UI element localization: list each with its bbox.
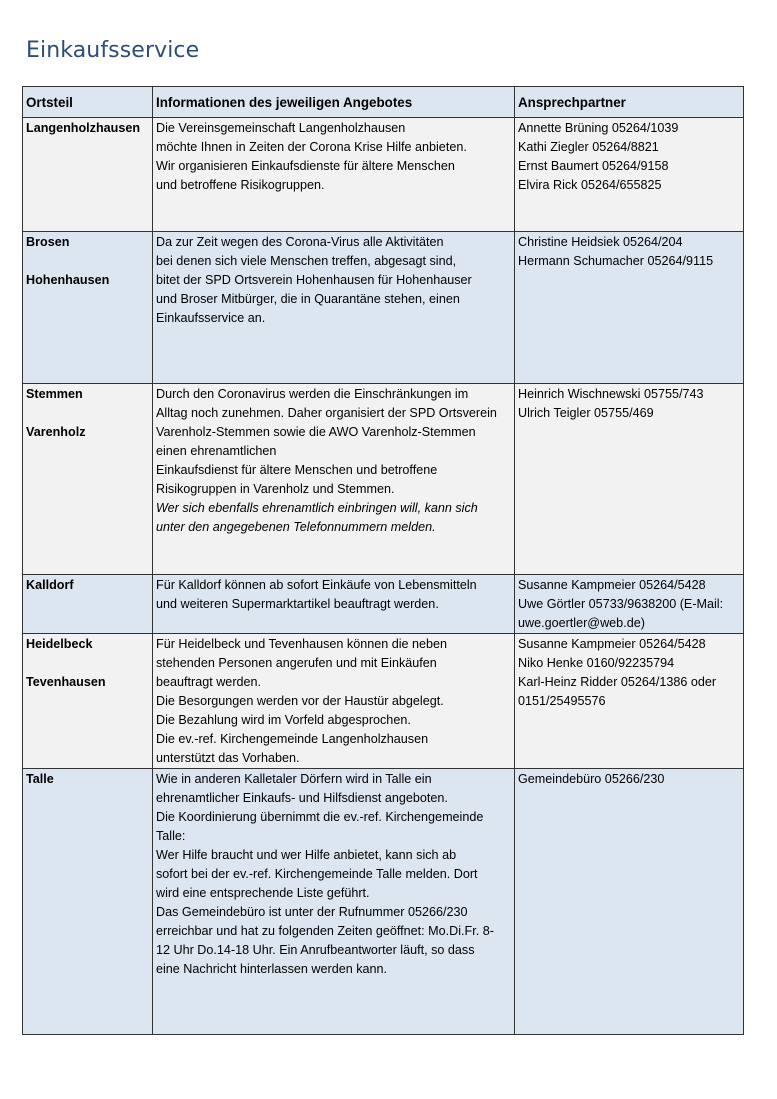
info-line: erreichbar und hat zu folgenden Zeiten geöffnet: Mo.Di.Fr. 8- xyxy=(156,924,494,938)
contact-line: Gemeindebüro 05266/230 xyxy=(518,772,665,786)
header-informationen: Informationen des jeweiligen Angebotes xyxy=(153,87,515,118)
info-line: Einkaufsdienst für ältere Menschen und betroffene xyxy=(156,463,438,477)
info-line: Durch den Coronavirus werden die Einschränkungen im xyxy=(156,387,469,401)
info-line: Die Vereinsgemeinschaft Langenholzhausen xyxy=(156,121,406,135)
info-cell xyxy=(153,232,515,384)
ortsteil-name: Brosen xyxy=(26,235,70,249)
info-line: einen ehrenamtlichen xyxy=(156,444,277,458)
info-line: sofort bei der ev.-ref. Kirchengemeinde Talle melden. Dort xyxy=(156,867,478,881)
info-line: bitet der SPD Ortsverein Hohenhausen für Hohenhauser xyxy=(156,273,472,287)
info-line: bei denen sich viele Menschen treffen, abgesagt sind, xyxy=(156,254,457,268)
info-line: Talle: xyxy=(156,829,186,843)
header-ansprechpartner: Ansprechpartner xyxy=(515,87,744,118)
contacts-cell xyxy=(515,575,744,634)
contacts-cell xyxy=(515,634,744,769)
ortsteil-cell xyxy=(23,384,153,575)
contact-line: Susanne Kampmeier 05264/5428 xyxy=(518,578,706,592)
info-line: Varenholz-Stemmen sowie die AWO Varenholz-Stemmen xyxy=(156,425,476,439)
info-line-italic: Wer sich ebenfalls ehrenamtlich einbringen will, kann sich xyxy=(156,501,478,515)
table-header-row xyxy=(23,87,744,118)
info-line: und Broser Mitbürger, die in Quarantäne stehen, einen xyxy=(156,292,460,306)
contact-line: Annette Brüning 05264/1039 xyxy=(518,121,679,135)
contact-line: Kathi Ziegler 05264/8821 xyxy=(518,140,659,154)
info-line: Alltag noch zunehmen. Daher organisiert der SPD Ortsverein xyxy=(156,406,497,420)
info-line: möchte Ihnen in Zeiten der Corona Krise Hilfe anbieten. xyxy=(156,140,467,154)
contact-line: Karl-Heinz Ridder 05264/1386 oder xyxy=(518,675,717,689)
contacts-cell xyxy=(515,384,744,575)
contact-line: 0151/25495576 xyxy=(518,694,606,708)
info-line: Wie in anderen Kalletaler Dörfern wird in Talle ein xyxy=(156,772,432,786)
contact-line: Ernst Baumert 05264/9158 xyxy=(518,159,669,173)
info-line: beauftragt werden. xyxy=(156,675,262,689)
info-line: Die Koordinierung übernimmt die ev.-ref. Kirchengemeinde xyxy=(156,810,484,824)
info-line: eine Nachricht hinterlassen werden kann. xyxy=(156,962,388,976)
info-cell xyxy=(153,634,515,769)
table-row xyxy=(23,118,744,232)
info-line: Da zur Zeit wegen des Corona-Virus alle Aktivitäten xyxy=(156,235,444,249)
ortsteil-name: Stemmen xyxy=(26,387,83,401)
table-row xyxy=(23,575,744,634)
contact-line: Heinrich Wischnewski 05755/743 xyxy=(518,387,704,401)
info-line: Für Heidelbeck und Tevenhausen können die neben xyxy=(156,637,448,651)
contacts-cell xyxy=(515,769,744,1035)
info-line: Die ev.-ref. Kirchengemeinde Langenholzhausen xyxy=(156,732,429,746)
info-line: wird eine entsprechende Liste geführt. xyxy=(156,886,370,900)
ortsteil-name: Heidelbeck xyxy=(26,637,93,651)
info-line: ehrenamtlicher Einkaufs- und Hilfsdienst angeboten. xyxy=(156,791,448,805)
info-line: und weiteren Supermarktartikel beauftragt werden. xyxy=(156,597,439,611)
table-row xyxy=(23,384,744,575)
contacts-cell xyxy=(515,232,744,384)
contact-line: Uwe Görtler 05733/9638200 (E-Mail: xyxy=(518,597,724,611)
ortsteil-cell xyxy=(23,118,153,232)
ortsteil-name: Kalldorf xyxy=(26,578,74,592)
info-line: Die Bezahlung wird im Vorfeld abgesprochen. xyxy=(156,713,411,727)
info-line: Risikogruppen in Varenholz und Stemmen. xyxy=(156,482,395,496)
ortsteil-cell xyxy=(23,769,153,1035)
info-line: stehenden Personen angerufen und mit Einkäufen xyxy=(156,656,437,670)
info-line: und betroffene Risikogruppen. xyxy=(156,178,325,192)
info-line: Für Kalldorf können ab sofort Einkäufe von Lebensmitteln xyxy=(156,578,477,592)
info-line: Wir organisieren Einkaufsdienste für ältere Menschen xyxy=(156,159,455,173)
header-ortsteil: Ortsteil xyxy=(23,87,153,118)
info-cell xyxy=(153,769,515,1035)
ortsteil-name: Langenholzhausen xyxy=(26,121,141,135)
info-line: Die Besorgungen werden vor der Haustür abgelegt. xyxy=(156,694,444,708)
ortsteil-cell xyxy=(23,575,153,634)
table-row xyxy=(23,634,744,769)
table-row xyxy=(23,232,744,384)
contact-line: Niko Henke 0160/92235794 xyxy=(518,656,675,670)
table-row xyxy=(23,769,744,1035)
info-cell xyxy=(153,384,515,575)
contact-line: Ulrich Teigler 05755/469 xyxy=(518,406,654,420)
contact-line: uwe.goertler@web.de) xyxy=(518,616,645,630)
info-line: Einkaufsservice an. xyxy=(156,311,266,325)
contact-line: Elvira Rick 05264/655825 xyxy=(518,178,662,192)
ortsteil-name: Hohenhausen xyxy=(26,273,110,287)
contact-line: Christine Heidsiek 05264/204 xyxy=(518,235,683,249)
ortsteil-cell xyxy=(23,232,153,384)
contact-line: Hermann Schumacher 05264/9115 xyxy=(518,254,714,268)
ortsteil-cell xyxy=(23,634,153,769)
ortsteil-name: Talle xyxy=(26,772,54,786)
einkaufsservice-table xyxy=(22,86,744,1035)
info-line: 12 Uhr Do.14-18 Uhr. Ein Anrufbeantworter läuft, so dass xyxy=(156,943,475,957)
page-title: Einkaufsservice xyxy=(26,38,200,63)
info-line: Wer Hilfe braucht und wer Hilfe anbietet, kann sich ab xyxy=(156,848,457,862)
info-line: Das Gemeindebüro ist unter der Rufnummer 05266/230 xyxy=(156,905,468,919)
info-line-italic: unter den angegebenen Telefonnummern melden. xyxy=(156,520,436,534)
ortsteil-name: Varenholz xyxy=(26,425,86,439)
info-line: unterstützt das Vorhaben. xyxy=(156,751,300,765)
contacts-cell xyxy=(515,118,744,232)
ortsteil-name: Tevenhausen xyxy=(26,675,106,689)
info-cell xyxy=(153,118,515,232)
contact-line: Susanne Kampmeier 05264/5428 xyxy=(518,637,706,651)
info-cell xyxy=(153,575,515,634)
